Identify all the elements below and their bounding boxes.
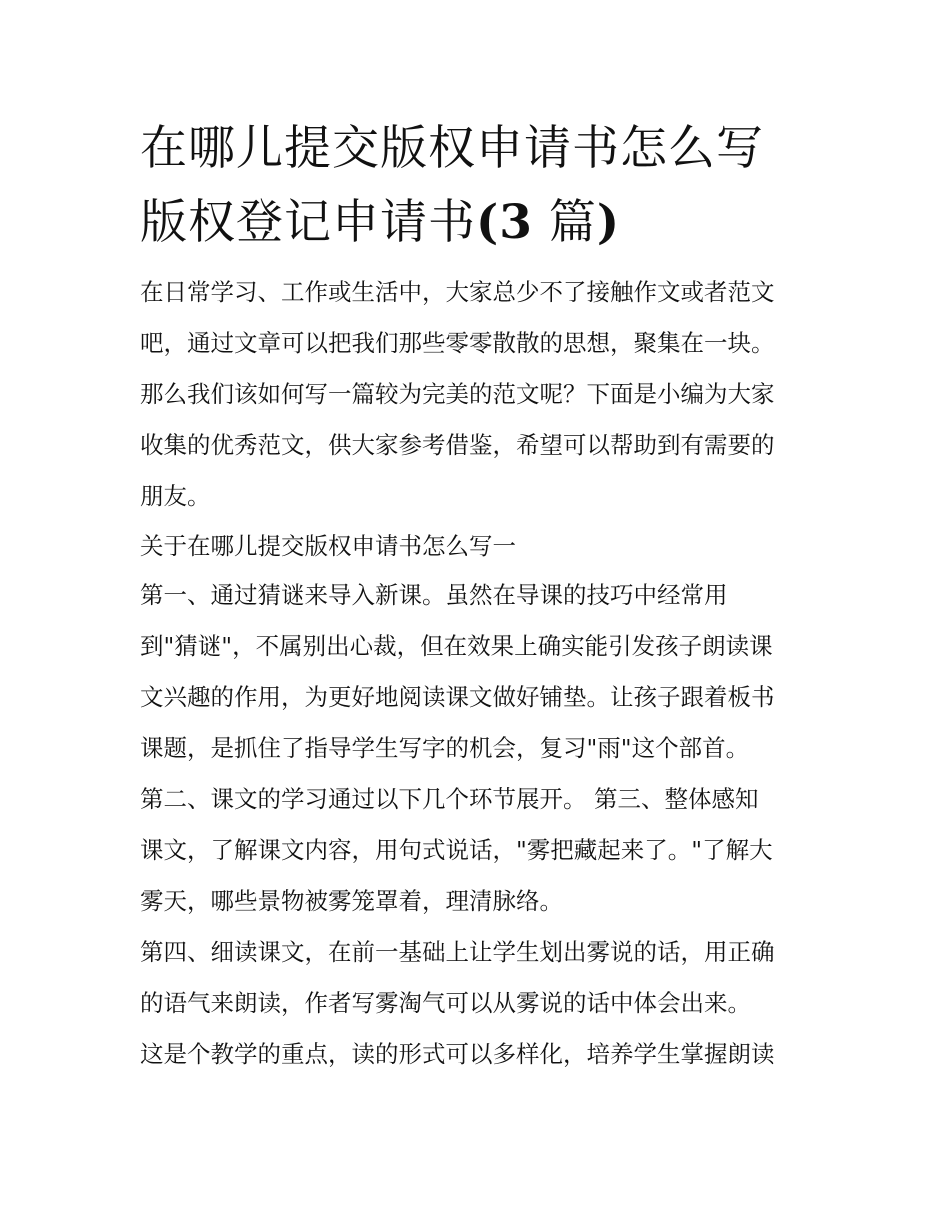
- title-line-1: 在哪儿提交版权申请书怎么写: [140, 121, 764, 176]
- body-line: 第四、细读课文，在前一基础上让学生划出雾说的话，用正确: [140, 938, 775, 966]
- body-line: 那么我们该如何写一篇较为完美的范文呢？下面是小编为大家: [140, 380, 775, 408]
- document-body: [140, 267, 820, 1080]
- document-page: [140, 112, 820, 1080]
- body-line: 的语气来朗读，作者写雾淘气可以从雾说的话中体会出来。: [140, 989, 751, 1017]
- body-line: 文兴趣的作用，为更好地阅读课文做好铺垫。让孩子跟着板书: [140, 683, 775, 711]
- body-line: 课题，是抓住了指导学生写字的机会，复习"雨"这个部首。: [140, 734, 750, 762]
- body-line: 吧，通过文章可以把我们那些零零散散的思想，聚集在一块。: [140, 329, 775, 357]
- body-line: 这是个教学的重点，读的形式可以多样化，培养学生掌握朗读: [140, 1040, 775, 1068]
- body-line: 在日常学习、工作或生活中，大家总少不了接触作文或者范文: [140, 278, 775, 306]
- section-heading: 关于在哪儿提交版权申请书怎么写一: [140, 532, 516, 560]
- body-line: 第二、课文的学习通过以下几个环节展开。 第三、整体感知: [140, 785, 759, 813]
- document-title: [140, 112, 820, 260]
- title-line-2: [140, 186, 820, 260]
- title-unit: 篇: [548, 195, 597, 250]
- title-close-paren: ): [596, 195, 621, 250]
- body-line: 到"猜谜"，不属别出心裁，但在效果上确实能引发孩子朗读课: [140, 632, 773, 660]
- body-line: 雾天，哪些景物被雾笼罩着，理清脉络。: [140, 887, 563, 915]
- body-line: 朋友。: [140, 482, 211, 510]
- title-line-2-text: 版权登记申请书: [140, 195, 476, 250]
- title-count: (3: [476, 195, 533, 250]
- body-line: 课文，了解课文内容，用句式说话，"雾把藏起来了。"了解大: [140, 836, 773, 864]
- body-line: 收集的优秀范文，供大家参考借鉴，希望可以帮助到有需要的: [140, 431, 775, 459]
- body-line: 第一、通过猜谜来导入新课。虽然在导课的技巧中经常用: [140, 581, 728, 609]
